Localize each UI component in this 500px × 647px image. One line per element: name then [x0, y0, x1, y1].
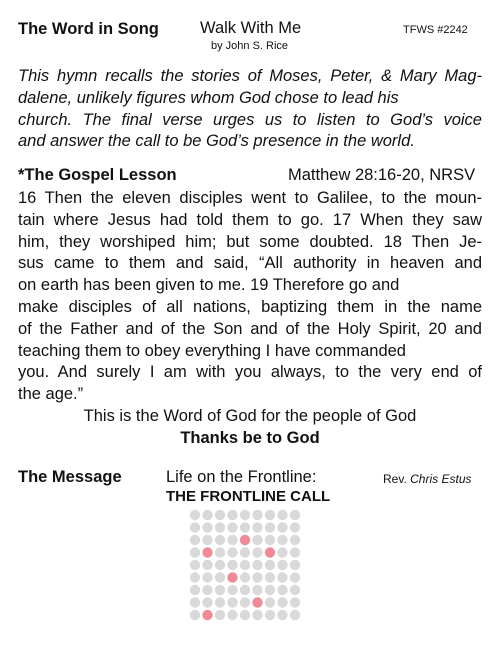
song-section-label: The Word in Song — [18, 20, 159, 38]
message-subtitle: Life on the Frontline: — [166, 468, 317, 486]
grid-dot — [215, 522, 225, 532]
grid-dot — [290, 585, 300, 595]
grid-dot — [290, 597, 300, 607]
preacher-title: Rev. — [383, 472, 407, 486]
grid-dot — [190, 610, 200, 620]
response-reply: Thanks be to God — [180, 429, 320, 447]
grid-dot — [190, 585, 200, 595]
grid-dot — [227, 510, 237, 520]
grid-dot — [240, 510, 250, 520]
grid-dot — [202, 510, 212, 520]
highlighted-dot — [252, 597, 262, 607]
grid-dot — [277, 522, 287, 532]
grid-dot — [265, 535, 275, 545]
grid-dot — [265, 510, 275, 520]
grid-dot — [190, 510, 200, 520]
gospel-line: sus came to them and said, “All authority in heaven and — [18, 254, 482, 273]
grid-dot — [265, 572, 275, 582]
hymn-description — [18, 66, 482, 153]
grid-dot — [215, 610, 225, 620]
grid-dot — [215, 560, 225, 570]
gospel-line: you. And surely I am with you always, to the very end of — [18, 363, 482, 382]
grid-dot — [227, 522, 237, 532]
dot-grid-graphic — [189, 509, 311, 631]
grid-dot — [190, 535, 200, 545]
grid-dot — [190, 560, 200, 570]
grid-dot — [265, 597, 275, 607]
grid-dot — [265, 585, 275, 595]
description-line: and answer the call to be God’s presence in the world. — [18, 132, 415, 151]
grid-dot — [252, 560, 262, 570]
grid-dot — [277, 547, 287, 557]
grid-dot — [277, 585, 287, 595]
grid-dot — [252, 510, 262, 520]
grid-dot — [290, 547, 300, 557]
grid-dot — [277, 572, 287, 582]
grid-dot — [227, 535, 237, 545]
grid-dot — [227, 597, 237, 607]
highlighted-dot — [240, 535, 250, 545]
gospel-line: teaching them to obey everything I have commanded — [18, 341, 406, 360]
highlighted-dot — [202, 547, 212, 557]
grid-dot — [290, 560, 300, 570]
grid-dot — [252, 547, 262, 557]
grid-dot — [265, 522, 275, 532]
grid-dot — [277, 535, 287, 545]
grid-dot — [227, 585, 237, 595]
message-label: The Message — [18, 468, 122, 486]
grid-dot — [240, 522, 250, 532]
grid-dot — [202, 572, 212, 582]
grid-dot — [215, 585, 225, 595]
gospel-line: him, they worshiped him; but some doubted. 18 Then Je- — [18, 232, 482, 251]
grid-dot — [227, 560, 237, 570]
gospel-label: *The Gospel Lesson — [18, 166, 177, 184]
description-line: church. The final verse urges us to listen to God’s voice — [18, 110, 482, 129]
grid-dot — [190, 597, 200, 607]
highlighted-dot — [202, 610, 212, 620]
description-line: dalene, unlikely figures whom God chose to lead his — [18, 88, 399, 107]
grid-dot — [277, 560, 287, 570]
grid-dot — [202, 535, 212, 545]
gospel-line: of the Father and of the Son and of the Holy Spirit, 20 and — [18, 319, 482, 338]
grid-dot — [290, 535, 300, 545]
grid-dot — [277, 610, 287, 620]
grid-dot — [227, 610, 237, 620]
grid-dot — [277, 510, 287, 520]
grid-dot — [215, 510, 225, 520]
song-title: Walk With Me — [200, 19, 302, 37]
grid-dot — [265, 610, 275, 620]
grid-dot — [252, 535, 262, 545]
gospel-text — [18, 188, 482, 406]
gospel-line: the age.” — [18, 385, 84, 404]
grid-dot — [202, 560, 212, 570]
hymnal-code: TFWS #2242 — [403, 24, 468, 36]
grid-dot — [227, 547, 237, 557]
grid-dot — [252, 610, 262, 620]
gospel-line: on earth has been given to me. 19 Therefore go and — [18, 276, 400, 295]
highlighted-dot — [227, 572, 237, 582]
gospel-reference: Matthew 28:16-20, NRSV — [288, 166, 476, 184]
description-line: This hymn recalls the stories of Moses, Peter, & Mary Mag- — [18, 67, 482, 85]
grid-dot — [240, 572, 250, 582]
grid-dot — [252, 522, 262, 532]
song-author: by John S. Rice — [211, 40, 289, 52]
grid-dot — [252, 572, 262, 582]
preacher — [383, 472, 472, 486]
grid-dot — [190, 522, 200, 532]
response-call: This is the Word of God for the people of God — [83, 407, 417, 425]
preacher-name: Chris Estus — [410, 472, 472, 486]
grid-dot — [240, 585, 250, 595]
gospel-line: make disciples of all nations, baptizing them in the name — [18, 297, 482, 316]
grid-dot — [240, 597, 250, 607]
grid-dot — [190, 572, 200, 582]
message-title: THE FRONTLINE CALL — [166, 488, 331, 505]
grid-dot — [240, 560, 250, 570]
grid-dot — [290, 522, 300, 532]
grid-dot — [290, 572, 300, 582]
highlighted-dot — [265, 547, 275, 557]
grid-dot — [277, 597, 287, 607]
gospel-line: tain where Jesus had told them to go. 17 When they saw — [18, 210, 482, 229]
grid-dot — [215, 547, 225, 557]
grid-dot — [215, 572, 225, 582]
grid-dot — [240, 547, 250, 557]
grid-dot — [240, 610, 250, 620]
grid-dot — [190, 547, 200, 557]
grid-dot — [202, 597, 212, 607]
grid-dot — [265, 560, 275, 570]
grid-dot — [290, 610, 300, 620]
gospel-line: 16 Then the eleven disciples went to Galilee, to the moun- — [18, 189, 482, 207]
grid-dot — [202, 585, 212, 595]
grid-dot — [202, 522, 212, 532]
grid-dot — [215, 535, 225, 545]
grid-dot — [215, 597, 225, 607]
grid-dot — [290, 510, 300, 520]
grid-dot — [252, 585, 262, 595]
